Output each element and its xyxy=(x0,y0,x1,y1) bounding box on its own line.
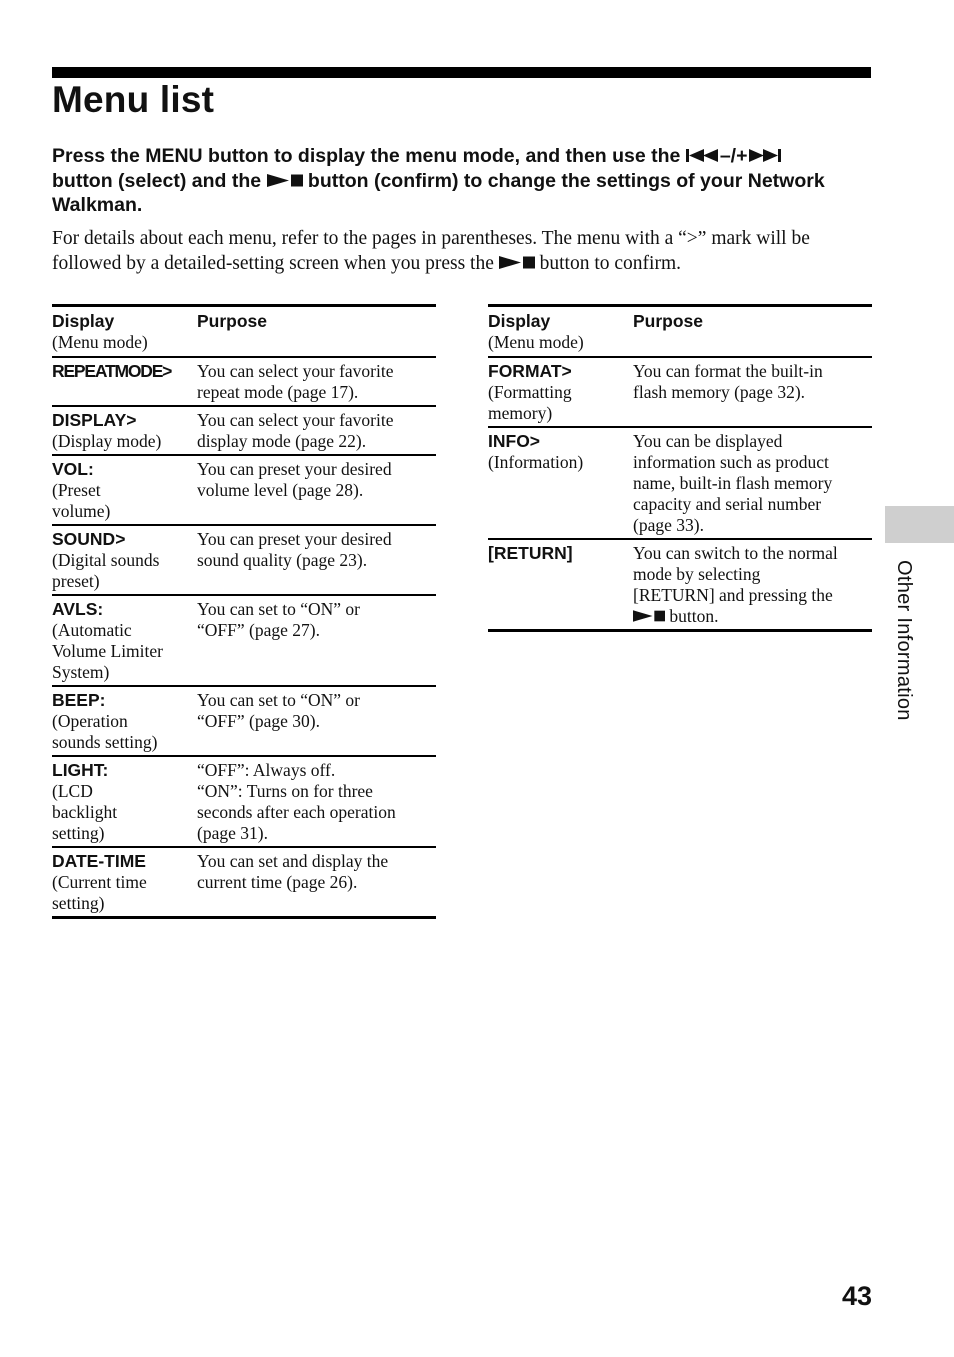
previous-track-icon xyxy=(686,148,720,163)
purpose-line: You can select your favorite xyxy=(197,361,394,381)
menu-item-description: (Display mode) xyxy=(52,431,162,451)
menu-item-name: LIGHT: xyxy=(52,760,109,780)
menu-item-name: FORMAT> xyxy=(488,361,572,381)
table-header-row xyxy=(52,306,436,358)
menu-table-right xyxy=(488,304,872,632)
table-row xyxy=(52,357,436,406)
purpose-line-end: button. xyxy=(665,606,719,626)
play-stop-icon xyxy=(267,173,303,188)
intro-text-2: button (select) and the xyxy=(52,169,267,192)
purpose-line: You can preset your desired xyxy=(197,459,392,479)
table-row xyxy=(52,525,436,595)
purpose-line-with-icon xyxy=(633,606,872,627)
purpose-line: current time (page 26). xyxy=(197,872,358,892)
table-row xyxy=(52,455,436,525)
menu-item-name: AVLS: xyxy=(52,599,104,619)
section-side-label-text: Other Information xyxy=(893,560,915,721)
purpose-column-header: Purpose xyxy=(197,311,268,331)
menu-item-description: (Formatting memory) xyxy=(488,382,572,423)
purpose-line: You can preset your desired xyxy=(197,529,392,549)
menu-item-name: VOL: xyxy=(52,459,94,479)
purpose-line: “OFF” (page 30). xyxy=(197,711,320,731)
menu-item-name: SOUND> xyxy=(52,529,126,549)
purpose-line: volume level (page 28). xyxy=(197,480,364,500)
purpose-line: [RETURN] and pressing the xyxy=(633,585,833,605)
menu-item-name: DISPLAY> xyxy=(52,410,137,430)
menu-item-description: (Information) xyxy=(488,452,584,472)
menu-item-description: (Automatic Volume Limiter System) xyxy=(52,620,163,682)
display-column-subheader: (Menu mode) xyxy=(52,332,148,352)
menu-item-name: [RETURN] xyxy=(488,543,573,563)
intro-text-1: Press the MENU button to display the menu mode, and then use the xyxy=(52,145,686,167)
next-track-icon xyxy=(747,148,781,163)
intro-text-3: button (confirm) to change the settings of your Network Walkman. xyxy=(52,169,825,216)
play-stop-icon xyxy=(633,609,665,623)
purpose-line: capacity and serial number xyxy=(633,494,822,514)
purpose-line: flash memory (page 32). xyxy=(633,382,806,402)
purpose-line: sound quality (page 23). xyxy=(197,550,368,570)
purpose-column-header: Purpose xyxy=(633,311,704,331)
intro-details-text-1: For details about each menu, refer to the pages in parentheses. The menu with a “>” mark will be followed by a detailed-setting screen when you press the xyxy=(52,228,810,274)
menu-item-description: (LCD backlight setting) xyxy=(52,781,118,843)
menu-item-name: REPEATMODE> xyxy=(52,361,172,381)
purpose-line: seconds after each operation xyxy=(197,802,396,822)
table-header-row xyxy=(488,306,872,358)
menu-item-description: (Preset volume) xyxy=(52,480,111,521)
section-side-label xyxy=(892,560,916,770)
page-number: 43 xyxy=(841,1281,872,1311)
menu-item-description: (Operation sounds setting) xyxy=(52,711,158,752)
display-column-subheader: (Menu mode) xyxy=(488,332,584,352)
table-row xyxy=(488,357,872,427)
menu-item-description: (Digital sounds preset) xyxy=(52,550,160,591)
intro-instructions xyxy=(52,144,872,218)
intro-symbol-label: –/+ xyxy=(719,145,748,167)
menu-table-left xyxy=(52,304,436,919)
table-row xyxy=(488,539,872,631)
purpose-line: You can format the built-in xyxy=(633,361,823,381)
purpose-line: information such as product xyxy=(633,452,829,472)
title-rule xyxy=(52,67,871,78)
menu-item-name: DATE-TIME xyxy=(52,851,146,871)
purpose-line: “OFF”: Always off. xyxy=(197,760,336,780)
purpose-line: You can switch to the normal xyxy=(633,543,838,563)
intro-details xyxy=(52,226,874,276)
display-column-header: Display xyxy=(52,311,115,331)
table-row xyxy=(52,595,436,686)
page-title: Menu list xyxy=(52,79,215,120)
purpose-line: You can set and display the xyxy=(197,851,389,871)
table-row xyxy=(488,427,872,539)
purpose-line: You can set to “ON” or xyxy=(197,690,360,710)
purpose-line: (page 31). xyxy=(197,823,268,843)
intro-details-text-2: button to confirm. xyxy=(534,253,681,274)
purpose-line: (page 33). xyxy=(633,515,704,535)
menu-item-description: (Current time setting) xyxy=(52,872,147,913)
purpose-line: display mode (page 22). xyxy=(197,431,367,451)
purpose-line: repeat mode (page 17). xyxy=(197,382,359,402)
purpose-line: “ON”: Turns on for three xyxy=(197,781,373,801)
table-row xyxy=(52,847,436,918)
purpose-line: You can be displayed xyxy=(633,431,783,451)
purpose-line: mode by selecting xyxy=(633,564,761,584)
table-row xyxy=(52,686,436,756)
play-stop-icon xyxy=(499,255,535,270)
menu-item-name: INFO> xyxy=(488,431,541,451)
table-row xyxy=(52,756,436,847)
purpose-line: name, built-in flash memory xyxy=(633,473,833,493)
purpose-line: You can select your favorite xyxy=(197,410,394,430)
purpose-line: “OFF” (page 27). xyxy=(197,620,320,640)
section-tab-marker xyxy=(885,506,954,543)
menu-item-name: BEEP: xyxy=(52,690,106,710)
purpose-line: You can set to “ON” or xyxy=(197,599,360,619)
display-column-header: Display xyxy=(488,311,551,331)
table-row xyxy=(52,406,436,455)
